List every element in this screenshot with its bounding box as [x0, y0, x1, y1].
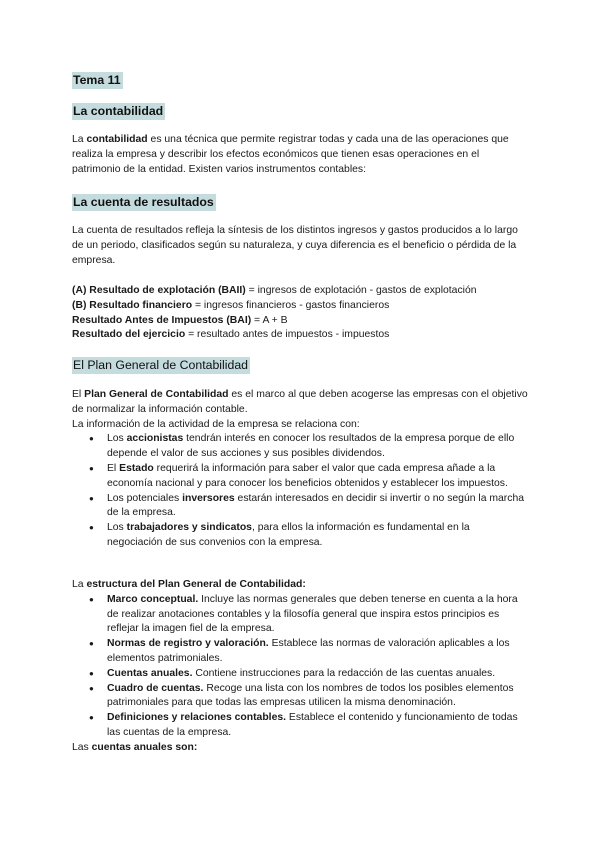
contabilidad-paragraph: La contabilidad es una técnica que permite registrar todas y cada una de las operaciones que realiza la empresa y describir los efectos económicos que tienen esas operaciones en el patrimonio de la entidad. Existen varios instrumentos contables: — [72, 134, 509, 175]
cuentas-anuales-heading: Las cuentas anuales son: — [72, 741, 198, 753]
formula-line: Resultado del ejercicio = resultado antes de impuestos - impuestos — [72, 329, 390, 341]
list-item: ● Marco conceptual. Incluye las normas generales que deben tenerse en cuenta a la hora de realizar anotaciones contables y la filosofía general que inspira estos principios es reflejar la imagen fiel de la empresa. — [107, 593, 528, 637]
formula-line: (B) Resultado financiero = ingresos financieros - gastos financieros — [72, 299, 390, 311]
list-item: ● Cuentas anuales. Contiene instrucciones para la redacción de las cuentas anuales. — [107, 667, 528, 682]
formula-line: (A) Resultado de explotación (BAII) = ingresos de explotación - gastos de explotación — [72, 285, 477, 296]
list-item: ● Los potenciales inversores estarán interesados en decidir si invertir o no según la marcha de la empresa. — [107, 492, 528, 522]
estructura-block — [72, 578, 528, 756]
topic-heading: Tema 11 — [73, 73, 121, 87]
plan-intro: La información de la actividad de la empresa se relaciona con: — [72, 418, 360, 430]
list-item: ● Cuadro de cuentas. Recoge una lista con los nombres de todos los posibles elementos patrimoniales para que todas las empresas utilicen la misma denominación. — [107, 682, 528, 712]
section-heading: El Plan General de Contabilidad — [73, 358, 249, 372]
list-item: ● Los accionistas tendrán interés en conocer los resultados de la empresa porque de ello depende el valor de sus acciones y sus posibles dividendos. — [107, 432, 528, 462]
resultados-formulas — [72, 284, 528, 343]
formula-line: Resultado Antes de Impuestos (BAI) = A + B — [72, 314, 288, 326]
plan-body — [72, 388, 528, 551]
list-item: ● Los trabajadores y sindicatos, para ellos la información es fundamental en la negociación de sus convenios con la empresa. — [107, 521, 528, 551]
list-item: ● Definiciones y relaciones contables. Establece el contenido y funcionamiento de todas las cuentas de la empresa. — [107, 711, 528, 741]
estructura-list — [72, 593, 528, 741]
section-heading: La contabilidad — [73, 104, 164, 118]
section-contabilidad — [72, 102, 528, 120]
stakeholders-list — [72, 432, 528, 550]
resultados-paragraph: La cuenta de resultados refleja la síntesis de los distintos ingresos y gastos producidos a lo largo de un periodo, clasificados según su naturaleza, y cuya diferencia es el beneficio o pérdida de la empresa. — [72, 225, 518, 266]
section-resultados — [72, 193, 528, 211]
list-item: ● El Estado requerirá la información para saber el valor que cada empresa añade a la economía nacional y para conocer los beneficios obtenidos y establecer los impuestos. — [107, 462, 528, 492]
list-item: ● Normas de registro y valoración. Establece las normas de valoración aplicables a los elementos patrimoniales. — [107, 637, 528, 667]
section-plan — [72, 356, 528, 374]
plan-paragraph: El Plan General de Contabilidad es el marco al que deben acogerse las empresas con el objetivo de normalizar la información contable. — [72, 389, 528, 415]
section-heading: La cuenta de resultados — [73, 195, 214, 209]
topic-title — [72, 71, 528, 89]
estructura-heading: La estructura del Plan General de Contabilidad: — [72, 579, 306, 590]
